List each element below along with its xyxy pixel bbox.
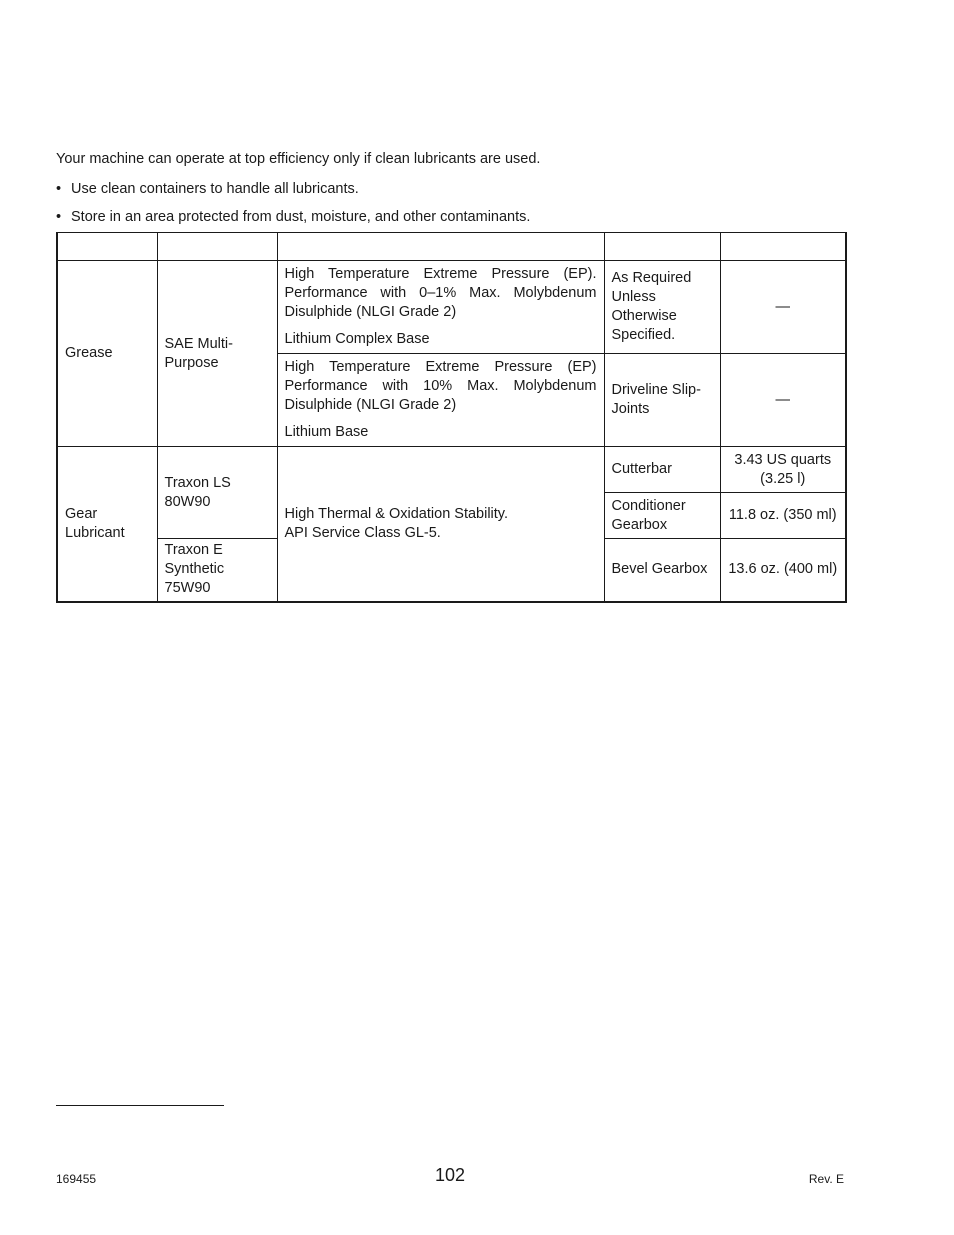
bullet-text: Store in an area protected from dust, moisture, and other contaminants. — [71, 209, 531, 225]
intro-paragraph: Your machine can operate at top efficiency only if clean lubricants are used. — [56, 151, 541, 167]
footnote-divider — [56, 1105, 224, 1106]
grease-base-text: Lithium Complex Base — [284, 331, 430, 347]
header-cell — [157, 233, 277, 261]
bullet-text: Use clean containers to handle all lubricants. — [71, 181, 359, 197]
grease-desc-text: High Temperature Extreme Pressure (EP). Performance with 0–1% Max. Molybdenum Disulphide (NLGI Grade 2) — [284, 266, 597, 320]
grease-category-cell: Grease — [57, 261, 157, 447]
grease-desc-text: High Temperature Extreme Pressure (EP) Performance with 10% Max. Molybdenum Disulphide (NLGI Grade 2) — [284, 359, 597, 413]
grease-use-cell: As Required Unless Otherwise Specified. — [604, 261, 720, 354]
grease-capacity-cell: — — [720, 261, 846, 354]
grease-spec-cell: SAE Multi-Purpose — [157, 261, 277, 447]
gear-category-cell: Gear Lubricant — [57, 447, 157, 602]
header-cell — [277, 233, 604, 261]
bullet-item — [56, 179, 530, 207]
gear-spec-cell: Traxon LS 80W90 — [157, 447, 277, 539]
gear-capacity-cell: 13.6 oz. (400 ml) — [720, 539, 846, 602]
gear-service-text: API Service Class GL-5. — [284, 524, 441, 541]
bullet-glyph: • — [56, 181, 62, 197]
lubricant-table — [56, 232, 847, 603]
grease-desc-cell — [277, 354, 604, 447]
gear-use-cell: Conditioner Gearbox — [604, 493, 720, 539]
gear-desc-cell — [277, 447, 604, 602]
header-cell — [720, 233, 846, 261]
bullet-list — [56, 179, 530, 235]
table-row — [57, 261, 846, 354]
table-row — [57, 447, 846, 493]
gear-use-cell: Bevel Gearbox — [604, 539, 720, 602]
grease-use-cell: Driveline Slip-Joints — [604, 354, 720, 447]
grease-base-text: Lithium Base — [284, 424, 369, 440]
gear-use-cell: Cutterbar — [604, 447, 720, 493]
doc-number: 169455 — [56, 1172, 97, 1186]
gear-desc-text: High Thermal & Oxidation Stability. — [284, 505, 509, 522]
gear-capacity-cell: 11.8 oz. (350 ml) — [720, 493, 846, 539]
bullet-item — [56, 207, 530, 235]
grease-desc-cell — [277, 261, 604, 354]
table-header-row — [57, 233, 846, 261]
grease-capacity-cell: — — [720, 354, 846, 447]
gear-spec-cell: Traxon E Synthetic 75W90 — [157, 539, 277, 602]
header-cell — [57, 233, 157, 261]
bullet-glyph: • — [56, 209, 62, 225]
gear-capacity-cell: 3.43 US quarts (3.25 l) — [720, 447, 846, 493]
header-cell — [604, 233, 720, 261]
revision-label: Rev. E — [808, 1172, 844, 1186]
page-number: 102 — [435, 1165, 466, 1185]
